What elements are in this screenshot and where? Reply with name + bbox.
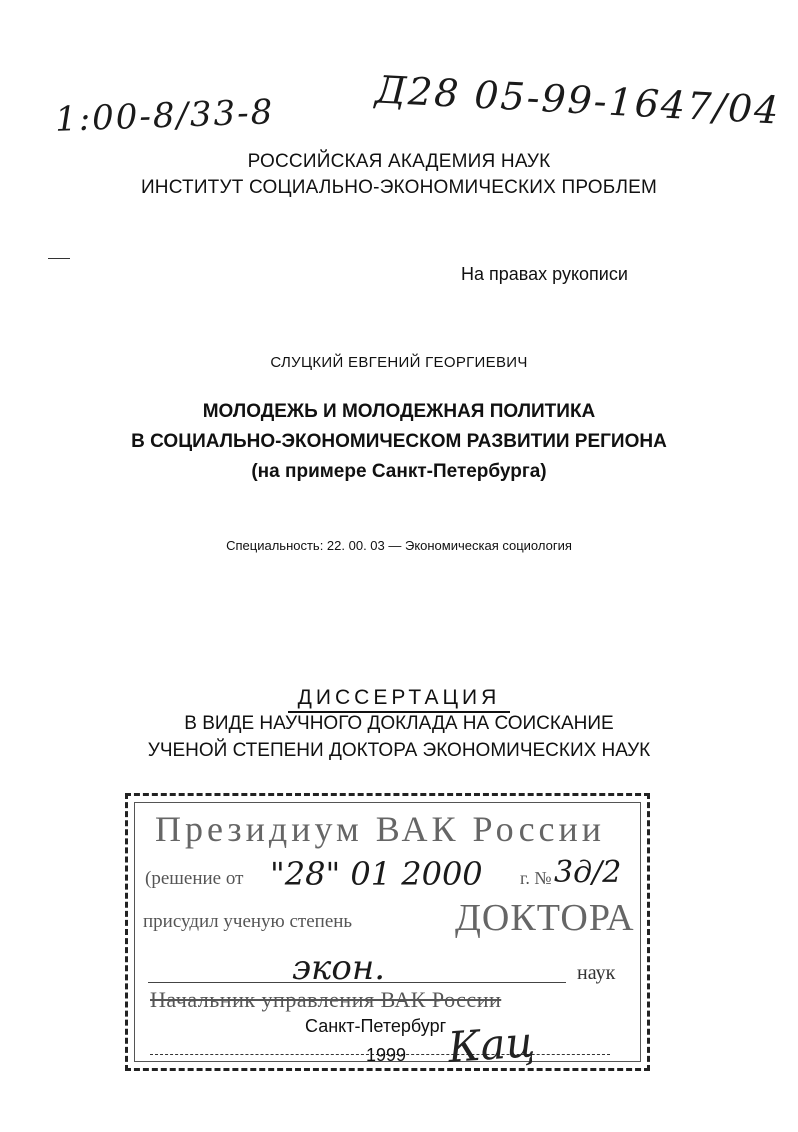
stamp-presidium: Президиум ВАК России [155,809,606,849]
author-name: СЛУЦКИЙ ЕВГЕНИЙ ГЕОРГИЕВИЧ [270,354,528,371]
city: Санкт-Петербург [305,1016,447,1036]
stamp-awarded-text: присудил ученую степень [143,911,353,932]
stamp-footer-text: Начальник управления ВАК России [150,987,502,1012]
manuscript-note: На правах рукописи [461,264,628,284]
title-line-2: В СОЦИАЛЬНО-ЭКОНОМИЧЕСКОМ РАЗВИТИИ РЕГИОНА [131,431,667,452]
dissertation-line-2: В ВИДЕ НАУЧНОГО ДОКЛАДА НА СОИСКАНИЕ [184,713,614,734]
dissertation-heading [0,686,798,710]
organization-line-1: РОССИЙСКАЯ АКАДЕМИЯ НАУК [247,151,551,172]
stamp-number-sign: г. № [520,868,552,888]
stamp-decision-prefix: (решение от [145,868,244,889]
dissertation-heading-text: ДИССЕРТАЦИЯ [288,686,511,713]
stamp-decision-number: 3д/2 [554,855,622,890]
handwritten-registration-number: Д28 05-99-1647/04 [374,67,782,133]
organization-line-2: ИНСТИТУТ СОЦИАЛЬНО-ЭКОНОМИЧЕСКИХ ПРОБЛЕМ [140,177,658,198]
stamp-decision-date: "28" 01 2000 [270,855,483,893]
stamp-footer [150,987,501,1013]
title-line-3: (на примере Санкт-Петербурга) [251,461,547,482]
year: 1999 [366,1045,407,1065]
stamp-degree: ДОКТОРА [455,897,635,939]
specialty: Специальность: 22. 00. 03 — Экономическая социология [226,538,572,553]
signature: Кац [446,1017,537,1072]
handwritten-catalog-number: 1:00-8/33-8 [54,92,275,140]
margin-mark [48,258,70,259]
dissertation-line-3: УЧЕНОЙ СТЕПЕНИ ДОКТОРА ЭКОНОМИЧЕСКИХ НАУК [147,740,651,761]
stamp-sciences: наук [577,962,616,984]
title-line-1: МОЛОДЕЖЬ И МОЛОДЕЖНАЯ ПОЛИТИКА [202,401,596,422]
stamp-handwritten-field: экон. [292,948,386,988]
